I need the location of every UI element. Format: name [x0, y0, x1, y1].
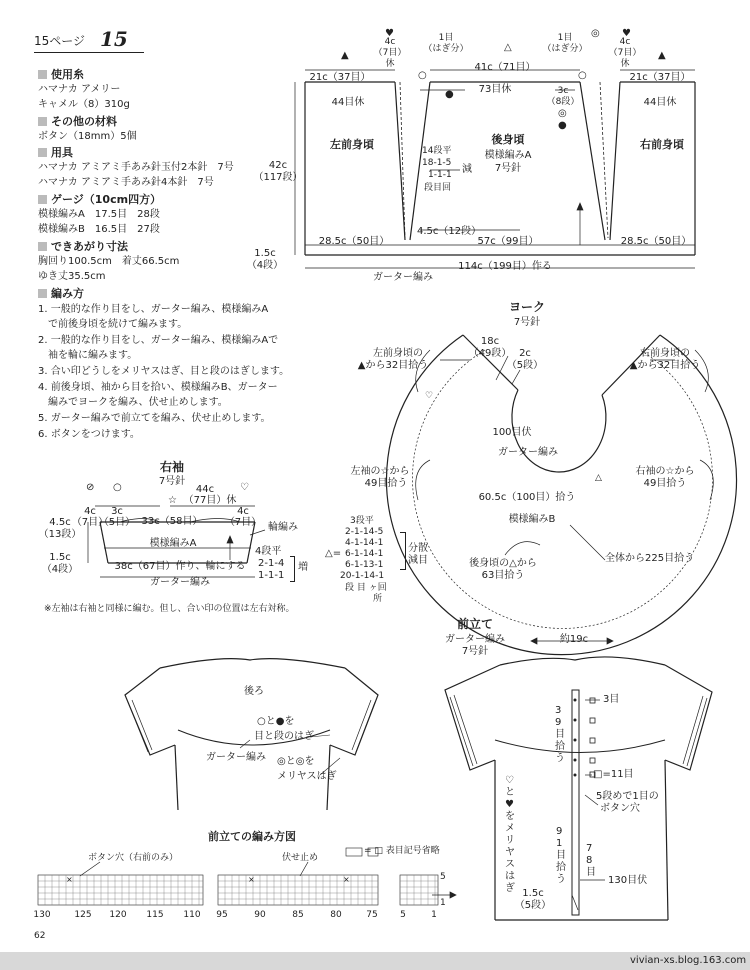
svg-text:♡: ♡ [240, 482, 249, 493]
yoke-split-2: 減目 [408, 555, 428, 566]
step-line: 1. 一般的な作り目をし、ガーター編み、模様編みA [38, 304, 269, 315]
front-band-sub-2: 7号針 [461, 646, 489, 657]
left-front-label: 左前身頃 [330, 138, 374, 151]
front-band-3: 3目 [603, 694, 620, 705]
sleeve-inc-bracket [290, 556, 295, 582]
svg-text:▲: ▲ [341, 50, 349, 61]
sleeve-7-right: （7目） [224, 517, 262, 528]
chart-buttonhole: ボタン穴（右前のみ） [88, 853, 179, 863]
chart-tick: 1 [431, 910, 437, 920]
yoke-2c: 2c [519, 348, 531, 359]
right-7-stitches: （7目） [608, 48, 642, 58]
yoke-dec-row: 6-1-13-1 [345, 560, 384, 570]
svg-text:♡: ♡ [425, 391, 434, 401]
sleeve-5: （5目） [98, 517, 136, 528]
yoke-dec-symbol: △= [325, 548, 342, 559]
sleeve-needle: 7号針 [158, 476, 186, 487]
pick-left-sleeve-1: 左袖の☆から [350, 466, 410, 477]
join-2-a: ◎と◎を [277, 756, 315, 767]
sleeve-77-rest: （77目）休 [183, 495, 237, 506]
front-band-pick-39: 39目拾う [555, 705, 565, 764]
left-4c: 4c [384, 37, 396, 47]
pick-left-front-1: 左前身頃の [373, 348, 423, 359]
left-44-rest: 44目休 [331, 97, 365, 108]
sleeve-4c-right: 4c [237, 506, 249, 517]
svg-text:○: ○ [418, 70, 427, 81]
bottom-right-width: 28.5c（50目） [620, 236, 692, 247]
chart-tick: 115 [146, 910, 164, 920]
chart-tick: 90 [254, 910, 266, 920]
right-rest: 休 [620, 59, 630, 69]
yoke-title: ヨーク [508, 300, 546, 314]
sleeve-4c-left: 4c [84, 506, 96, 517]
chart-row-5: 5 [440, 872, 446, 882]
pick-left-sleeve-2: 49目拾う [364, 478, 408, 489]
page-ref: 15ページ [34, 34, 86, 48]
sleeve-44c: 44c [195, 484, 215, 495]
back-pattern: 模様編みA [484, 150, 532, 161]
pick-back-1: 後身頃の△から [469, 558, 537, 569]
one-stitch-left: 1目 [438, 33, 454, 43]
chart-tick: 5 [400, 910, 406, 920]
yarn-heading: 使用糸 [38, 68, 84, 82]
pick-right-sleeve-2: 49目拾う [643, 478, 687, 489]
gauge-a: 模様編みA 17.5目 28段 [38, 209, 160, 220]
front-band-merry: ♡と♥をメリヤスはぎ [505, 775, 515, 894]
front-band-5-rows: （5段） [514, 900, 552, 911]
button-hole-2: ボタン穴 [600, 803, 640, 814]
method-heading: 編み方 [38, 287, 84, 301]
dec-row-2: 18-1-5 [422, 158, 452, 168]
yoke-18c: 18c [480, 336, 500, 347]
yoke-dec-foot: 段 目 ヶ回 [345, 583, 387, 593]
step-line: 2. 一般的な作り目をし、ガーター編み、模様編みAで [38, 335, 279, 346]
chart-title: 前立ての編み方図 [208, 830, 296, 843]
svg-text:◎: ◎ [558, 108, 567, 119]
yoke-split-bracket [400, 532, 406, 570]
right-front-label: 右前身頃 [640, 138, 684, 151]
join-1-a: ○と●を [257, 716, 295, 727]
pick-right-sleeve-1: 右袖の☆から [635, 466, 695, 477]
back-label: 後身頃 [491, 133, 525, 146]
chart-tick: 95 [216, 910, 228, 920]
sleeve-title: 右袖 [159, 460, 185, 474]
yoke-dec-row: 4-1-14-1 [345, 538, 384, 548]
front-band-width: 約19c [559, 634, 589, 645]
sleeve-1-5c: 1.5c [49, 552, 71, 563]
back-8-rows: （8段） [546, 97, 580, 107]
dec-row-4: 段目回 [424, 183, 452, 193]
sleeve-cast-on: 38c（67目）作り、輪にする [114, 561, 246, 572]
size-2: ゆき丈35.5cm [38, 271, 106, 282]
svg-text:●: ● [445, 89, 454, 100]
yoke-needle: 7号針 [513, 317, 541, 328]
one-stitch-right: 1目 [557, 33, 573, 43]
svg-text:♥: ♥ [385, 28, 394, 39]
pick-right-front-2: ▲から32目拾う [629, 360, 701, 371]
sleeve-garter: ガーター編み [150, 577, 210, 588]
back-neck-width: 41c（71目） [474, 62, 536, 73]
yoke-dec-head: 3段平 [350, 516, 374, 526]
yoke-garter: ガーター編み [498, 447, 558, 458]
page-number: 62 [34, 931, 46, 941]
back-needle: 7号針 [494, 163, 522, 174]
join-2-b: メリヤスはぎ [277, 771, 337, 782]
sleeve-4-rows: （4段） [41, 564, 79, 575]
chart-tick: 125 [74, 910, 92, 920]
dec-row-1: 14段平 [422, 146, 452, 156]
tool-1: ハマナカ アミアミ手あみ針玉付2本針 7号 [38, 162, 234, 173]
chart-tick: 120 [109, 910, 127, 920]
svg-text:○: ○ [113, 482, 122, 493]
yoke-bind-off: 100目伏 [492, 427, 532, 438]
sleeve-inc-label: 増 [298, 562, 308, 573]
sleeve-inc-2: 1-1-1 [258, 570, 285, 581]
sleeve-4-rows-flat: 4段平 [255, 546, 282, 557]
sleeve-3c: 3c [111, 506, 123, 517]
pick-all: 全体から225目拾う [605, 553, 695, 564]
step-line: 4. 前後身頃、袖から目を拾い、模様編みB、ガーター [38, 382, 278, 393]
sleeve-inc-1: 2-1-4 [258, 558, 285, 569]
sleeve-rib: 輪編み [268, 522, 298, 533]
svg-text:♥: ♥ [622, 28, 631, 39]
chart-tick: 75 [366, 910, 378, 920]
svg-text:☆: ☆ [168, 495, 177, 506]
button-hole-1: 5段めで1目の [596, 791, 659, 802]
garter-height-4: （4段） [246, 260, 284, 271]
pattern-number: 15 [100, 27, 128, 51]
front-band-pick-91: 91目拾う [556, 826, 566, 885]
sleeve-note: ※左袖は右袖と同様に編む。但し、合い印の位置は左右対称。 [44, 604, 295, 614]
step-line: 6. ボタンをつけます。 [38, 429, 140, 440]
svg-text:●: ● [558, 120, 567, 131]
yarn-brand: ハマナカ アメリー [38, 84, 121, 95]
yoke-dec-row: 2-1-14-5 [345, 527, 384, 537]
front-band-sub-1: ガーター編み [445, 634, 505, 645]
yoke-pattern-b: 模様編みB [508, 514, 556, 525]
yoke-49-rows: （49段） [468, 348, 512, 359]
yoke-inner-pick: 60.5c（100目）拾う [478, 492, 576, 503]
left-7-stitches: （7目） [373, 48, 407, 58]
step-line: 3. 合い印どうしをメリヤスはぎ、目と段のはぎします。 [38, 366, 290, 377]
front-band-11: □=11目 [593, 769, 634, 780]
chart-legend: = □ 表目記号省略 [364, 846, 440, 856]
right-44-rest: 44目休 [643, 97, 677, 108]
seam-allowance-left: （はぎ分） [423, 44, 469, 54]
gauge-heading: ゲージ（10cm四方） [38, 193, 161, 207]
step-line: で前後身頃を続けて編みます。 [38, 319, 188, 330]
sleeve-33c: 33c（58目） [141, 516, 203, 527]
front-band-title: 前立て [456, 617, 494, 631]
yoke-5-rows: （5段） [506, 360, 544, 371]
body-height-117: （117段） [253, 172, 303, 183]
yarn-color: キャメル（8）310g [38, 99, 130, 110]
svg-text:△: △ [504, 42, 512, 53]
size-1: 胸回り100.5cm 着丈66.5cm [38, 256, 180, 267]
yoke-dec-foot-2: 所 [373, 594, 383, 604]
pick-left-front-2: ▲から32目拾う [357, 360, 429, 371]
pick-back-2: 63目拾う [481, 570, 525, 581]
yoke-dec-row: 6-1-14-1 [345, 549, 384, 559]
tools-heading: 用具 [38, 146, 73, 160]
garter-height-1-5: 1.5c [254, 248, 276, 259]
bottom-center-width: 57c（99目） [477, 236, 539, 247]
dec-row-3: 1-1-1 [428, 170, 452, 180]
right-4c: 4c [619, 37, 631, 47]
svg-text:⨯: ⨯ [66, 875, 73, 884]
chart-bindoff: 伏せ止め [282, 853, 319, 863]
button-spec: ボタン（18mm）5個 [38, 131, 137, 142]
sleeve-4-5c: 4.5c [49, 517, 71, 528]
top-right-width: 21c（37目） [629, 72, 691, 83]
body-height-42: 42c [268, 160, 288, 171]
body-garter-label: ガーター編み [373, 272, 433, 283]
chart-tick: 110 [183, 910, 201, 920]
side-4-5c: 4.5c（12段） [417, 226, 482, 237]
top-left-width: 21c（37目） [309, 72, 371, 83]
yoke-dec-row: 20-1-14-1 [340, 571, 385, 581]
chart-tick: 85 [292, 910, 304, 920]
svg-text:◎: ◎ [591, 28, 600, 39]
decrease-label: 減 [462, 164, 472, 175]
size-heading: できあがり寸法 [38, 240, 128, 254]
svg-text:△: △ [595, 473, 602, 483]
svg-text:○: ○ [578, 70, 587, 81]
sleeve-pattern: 模様編みA [149, 538, 197, 549]
seam-allowance-right: （はぎ分） [542, 44, 588, 54]
pick-right-front-1: 右前身頃の [640, 348, 690, 359]
svg-text:⊘: ⊘ [86, 482, 95, 493]
tool-2: ハマナカ アミアミ手あみ針4本針 7号 [38, 177, 214, 188]
sleeve-7-left: （7目） [71, 517, 109, 528]
watermark: vivian-xs.blog.163.com [630, 955, 747, 966]
step-line: 5. ガーター編みで前立てを編み、伏せ止めします。 [38, 413, 271, 424]
front-band-bind-130: 130目伏 [608, 875, 648, 886]
sleeve-13-rows: （13段） [38, 529, 82, 540]
step-line: 編みでヨークを編み、伏せ止めします。 [38, 397, 228, 408]
chart-tick: 130 [33, 910, 51, 920]
back-garter: ガーター編み [206, 752, 266, 763]
svg-text:▲: ▲ [658, 50, 666, 61]
gauge-b: 模様編みB 16.5目 27段 [38, 224, 160, 235]
front-band-78: 78目 [586, 843, 596, 878]
left-rest: 休 [385, 59, 395, 69]
front-band-1-5c: 1.5c [522, 888, 544, 899]
step-line: 袖を輪に編みます。 [38, 350, 138, 361]
svg-text:⨯: ⨯ [343, 875, 350, 884]
yoke-split-1: 分散 [408, 543, 428, 554]
chart-tick: 80 [330, 910, 342, 920]
join-1-b: 目と段のはぎ [254, 731, 314, 742]
cast-on-total: 114c（199目）作る [458, 261, 552, 272]
other-materials-heading: その他の材料 [38, 115, 117, 129]
back-3c: 3c [557, 86, 569, 96]
back-view-label: 後ろ [244, 686, 264, 697]
svg-text:⨯: ⨯ [248, 875, 255, 884]
bottom-left-width: 28.5c（50目） [318, 236, 390, 247]
back-73-rest: 73目休 [478, 84, 512, 95]
chart-row-1: 1 [440, 898, 446, 908]
